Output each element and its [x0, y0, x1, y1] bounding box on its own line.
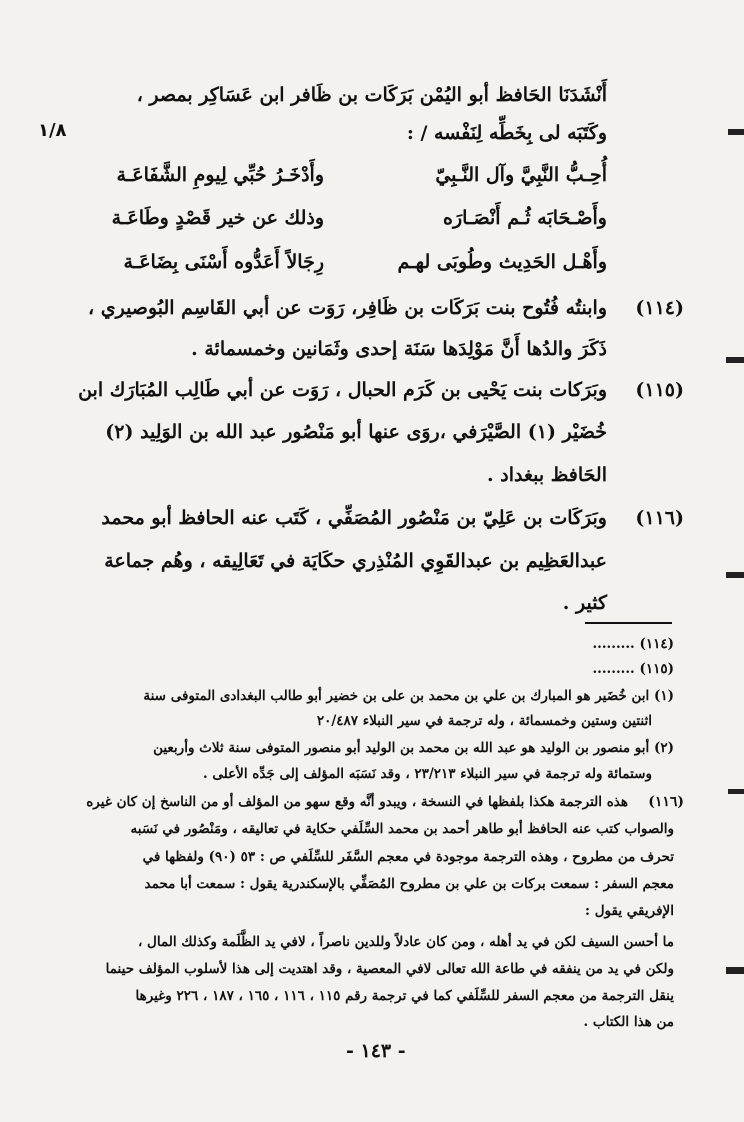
- footnote-entry-number: (١١٦): [648, 794, 684, 810]
- footnote-line: تحرف من مطروح ، وهذه الترجمة موجودة في معجم السَّفَر للسِّلَفي ص : ٥٣ (٩٠) ولفظها في: [142, 849, 674, 865]
- entry-number: (١١٥): [635, 379, 684, 401]
- entry-line: كثير .: [562, 592, 607, 614]
- scan-edge-mark: [726, 967, 744, 974]
- text-line: وكَتَبَه لى بِخَطِّه لِنَفْسه / :: [406, 122, 607, 144]
- footnote-line: ينقل الترجمة من معجم السفر للسِّلَفي كما في ترجمة رقم ١١٥ ، ١١٦ ، ١٦٥ ، ١٨٧ ، ٢٢٦ وغيرها: [135, 988, 674, 1004]
- footnote-line: (١١٥) .........: [592, 661, 674, 677]
- entry-line: وبَرَكَات بن عَلِيّ بن مَنْصُور المُصَفِّي ، كَتَب عنه الحافظ أبو محمد: [101, 507, 607, 529]
- footnote-line: من هذا الكتاب .: [583, 1014, 674, 1030]
- scan-edge-mark: [728, 789, 744, 794]
- entry-number: (١١٦): [635, 507, 684, 529]
- footnote-line: ولكن في يد من ينفقه في طاعة الله تعالى لافي المعصية ، وقد اهتديت إلى هذا لأسلوب المؤلف حينما: [105, 961, 674, 977]
- scan-edge-mark: [726, 357, 744, 363]
- footnote-line: والصواب كتب عنه الحافظ أبو طاهر أحمد بن محمد السِّلَفي حكاية في تعاليقه ، ومَنْصُور في نَسَبه: [130, 821, 674, 837]
- footnote-line: معجم السفر : سمعت بركات بن علي بن مطروح المُصَفِّي بالإسكندرية يقول : سمعت أبا محمد: [144, 876, 674, 892]
- footnote-line: وستمائة وله ترجمة في سير النبلاء ٢٣/٢١٣ ، وقد نَسَبَه المؤلف إلى جَدِّه الأعلى .: [202, 766, 652, 782]
- footnote-line: (٢) أبو منصور بن الوليد هو عبد الله بن محمد بن الوليد أبو منصور المتوفى سنة ثلاث وأربعين: [153, 740, 674, 756]
- footnote-line: (١١٤) .........: [592, 636, 674, 652]
- verse-right-hemistich: وأَصْـحَابَه ثُـم أَنْصَـارَه: [443, 207, 607, 229]
- entry-line: عبدالعَظِيم بن عبدالقَوِي المُنْذِري حكَايَة في تَعَالِيقه ، وهُم جماعة: [104, 550, 607, 572]
- footnote-line: اثنتين وستين وخمسمائة ، وله ترجمة في سير النبلاء ٢٠/٤٨٧: [316, 713, 652, 729]
- footnote-line: هذه الترجمة هكذا بلفظها في النسخة ، ويبدو أنَّه وقع سهو من المؤلف أو من الناسخ إن كان غيره: [86, 794, 628, 810]
- scan-edge-mark: [726, 572, 744, 578]
- margin-folio-reference: ١/٨: [38, 120, 67, 141]
- verse-left-hemistich: رِجَالاً أَعَدُّوه أَسْنَى بِضَاعَـة: [123, 251, 324, 273]
- entry-line: خُضَيْر (١) الصَّيْرَفي ،روَى عنها أبو مَنْصُور عبد الله بن الوَلِيد (٢): [105, 421, 607, 443]
- entry-line: الحَافظ ببغداد .: [487, 464, 607, 486]
- verse-right-hemistich: أُحِـبُّ النَّبِيَّ وآل النَّـبِيّ: [435, 164, 607, 186]
- footnote-line: الإفريقي يقول :: [585, 903, 674, 919]
- entry-line: ذَكَرَ والدُها أَنَّ مَوْلِدَها سَنَة إحدى وثَمَانين وخمسمائة .: [191, 338, 607, 360]
- entry-line: وابنتُه فُتُوح بنت بَرَكَات بن ظَافِر، رَوَت عن أبي القَاسِم البُوصيري ،: [87, 297, 607, 319]
- footnote-line: ما أحسن السيف لكن في يد أهله ، ومن كان عادلاً وللدين ناصراً ، لافي يد الظَّلَمة وكذلك المال ،: [138, 934, 674, 950]
- verse-left-hemistich: وذلك عن خير قَصْدٍ وطَاعَـة: [111, 207, 324, 229]
- entry-line: وبَرَكات بنت يَحْيى بن كَرَم الحبال ، رَوَت عن أبي طَالِب المُبَارَك ابن: [78, 379, 607, 401]
- scan-edge-mark: [728, 129, 744, 135]
- verse-left-hemistich: وأَدْخَـرُ حُبِّي لِيومِ الشَّفَاعَـة: [116, 164, 324, 186]
- text-line: أَنْشَدَنَا الحَافظ أبو اليُمْن بَرَكَات بن ظَافر ابن عَسَاكِر بمصر ،: [136, 84, 607, 106]
- footnote-separator: [585, 622, 672, 624]
- entry-number: (١١٤): [635, 297, 684, 319]
- footnote-line: (١) ابن خُضَير هو المبارك بن علي بن محمد بن على بن خضير أبو طالب البغدادى المتوفى سنة: [143, 688, 674, 704]
- verse-right-hemistich: وأَهْـل الحَدِيث وطُوبَى لهـم: [397, 251, 607, 273]
- page-number: - ١٤٣ -: [346, 1040, 406, 1062]
